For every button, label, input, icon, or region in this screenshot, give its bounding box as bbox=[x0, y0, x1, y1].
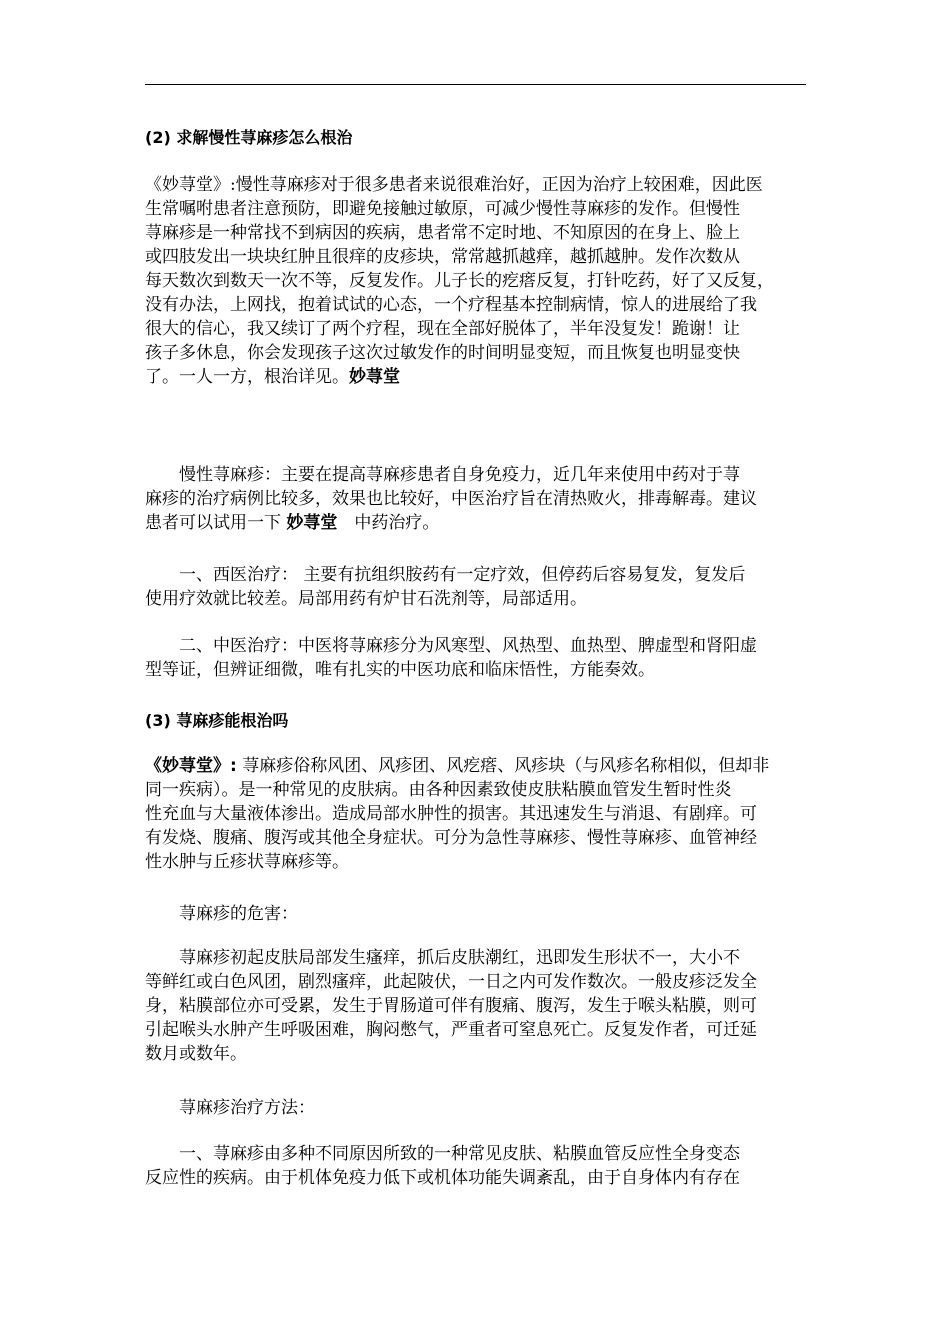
section-heading-3: (3) 荨麻疹能根治吗 bbox=[145, 711, 289, 730]
text-line: 身，粘膜部位亦可受累，发生于胃肠道可伴有腹痛、腹泻，发生于喉头粘膜，则可 bbox=[145, 996, 757, 1016]
text-line: 反应性的疾病。由于机体免疫力低下或机体功能失调紊乱，由于自身体内有存在 bbox=[145, 1168, 740, 1188]
text-line: 使用疗效就比较差。局部用药有炉甘石洗剂等，局部适用。 bbox=[145, 589, 587, 609]
paragraph-harm bbox=[145, 946, 808, 1066]
paragraph-chronic bbox=[145, 463, 808, 535]
paragraph-definition bbox=[145, 754, 808, 874]
header-rule bbox=[145, 84, 806, 85]
paragraph-method bbox=[145, 1142, 808, 1190]
text-fragment: 患者可以试用一下 bbox=[145, 513, 287, 533]
paragraph-chinese-treatment bbox=[145, 634, 808, 682]
text-line: 麻疹的治疗病例比较多，效果也比较好，中医治疗旨在清热败火，排毒解毒。建议 bbox=[145, 489, 757, 509]
text-line: 同一疾病）。是一种常见的皮肤病。由各种因素致使皮肤粘膜血管发生暂时性炎 bbox=[145, 780, 732, 800]
text-line: 性充血与大量液体渗出。造成局部水肿性的损害。其迅速发生与消退、有剧痒。可 bbox=[145, 804, 757, 824]
text-line: 《妙荨堂》:慢性荨麻疹对于很多患者来说很难治好，正因为治疗上较困难，因此医 bbox=[145, 175, 763, 195]
text-line: 荨麻疹的危害： bbox=[179, 904, 298, 924]
text-line: 每天数次到数天一次不等，反复发作。儿子长的疙瘩反复，打针吃药，好了又反复， bbox=[145, 271, 774, 291]
text-line: 没有办法，上网找，抱着试试的心态，一个疗程基本控制病情，惊人的进展给了我 bbox=[145, 295, 757, 315]
paragraph-western-treatment bbox=[145, 563, 808, 611]
text-line: 数月或数年。 bbox=[145, 1044, 247, 1064]
section-heading-2: (2) 求解慢性荨麻疹怎么根治 bbox=[145, 128, 353, 147]
text-line: 一、西医治疗： 主要有抗组织胺药有一定疗效，但停药后容易复发，复发后 bbox=[179, 565, 746, 585]
text-line: 荨麻疹初起皮肤局部发生瘙痒，抓后皮肤潮红，迅即发生形状不一，大小不 bbox=[179, 948, 740, 968]
text-line bbox=[145, 754, 808, 778]
text-line bbox=[145, 365, 808, 389]
text-line: 性水肿与丘疹状荨麻疹等。 bbox=[145, 852, 349, 872]
text-line: 荨麻疹是一种常找不到病因的疾病，患者常不定时地、不知原因的在身上、脸上 bbox=[145, 223, 740, 243]
text-line bbox=[145, 511, 808, 535]
text-fragment: 中药治疗。 bbox=[337, 513, 440, 533]
paragraph-intro bbox=[145, 173, 808, 389]
text-line: 荨麻疹治疗方法： bbox=[179, 1098, 315, 1118]
text-fragment: 荨麻疹俗称风团、风疹团、风疙瘩、风疹块（与风疹名称相似，但却非 bbox=[236, 756, 770, 776]
text-line: 或四肢发出一块块红肿且很痒的皮疹块，常常越抓越痒，越抓越肿。发作次数从 bbox=[145, 247, 740, 267]
text-line: 二、中医治疗：中医将荨麻疹分为风寒型、风热型、血热型、脾虚型和肾阳虚 bbox=[179, 636, 757, 656]
text-line: 一、荨麻疹由多种不同原因所致的一种常见皮肤、粘膜血管反应性全身变态 bbox=[179, 1144, 740, 1164]
brand-name: 妙荨堂 bbox=[349, 367, 400, 387]
brand-name: 《妙荨堂》: bbox=[145, 756, 237, 776]
text-line: 很大的信心，我又续订了两个疗程，现在全部好脱体了，半年没复发！跪谢！让 bbox=[145, 319, 740, 339]
text-fragment: 了。一人一方，根治详见。 bbox=[145, 367, 349, 387]
subheading-method bbox=[145, 1096, 808, 1120]
text-line: 引起喉头水肿产生呼吸困难，胸闷憋气，严重者可窒息死亡。反复发作者，可迁延 bbox=[145, 1020, 757, 1040]
text-line: 慢性荨麻疹：主要在提高荨麻疹患者自身免疫力，近几年来使用中药对于荨 bbox=[179, 465, 740, 485]
text-line: 有发烧、腹痛、腹泻或其他全身症状。可分为急性荨麻疹、慢性荨麻疹、血管神经 bbox=[145, 828, 757, 848]
text-line: 等鲜红或白色风团，剧烈瘙痒，此起陂伏，一日之内可发作数次。一般皮疹泛发全 bbox=[145, 972, 757, 992]
subheading-harm bbox=[145, 902, 808, 926]
text-line: 生常嘱咐患者注意预防，即避免接触过敏原，可减少慢性荨麻疹的发作。但慢性 bbox=[145, 199, 740, 219]
brand-name: 妙荨堂 bbox=[286, 513, 338, 533]
text-line: 型等证，但辨证细微，唯有扎实的中医功底和临床悟性，方能奏效。 bbox=[145, 660, 655, 680]
text-line: 孩子多休息，你会发现孩子这次过敏发作的时间明显变短，而且恢复也明显变快 bbox=[145, 343, 740, 363]
